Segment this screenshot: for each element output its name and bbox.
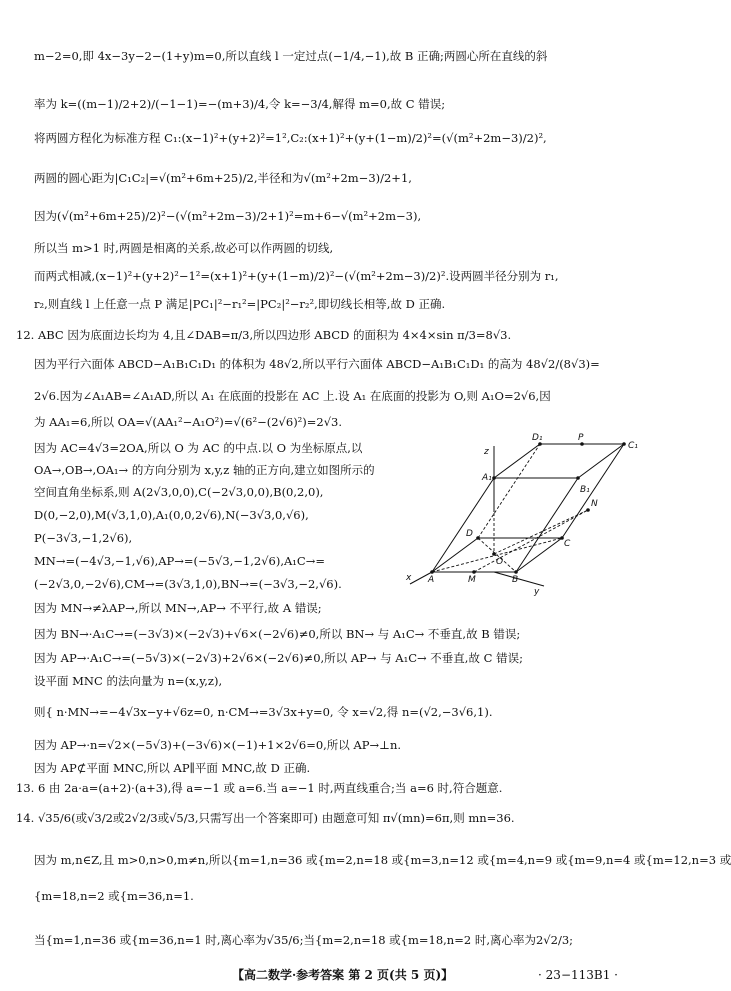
- text-line: 当{m=1,n=36 或{m=36,n=1 时,离心率为√35/6;当{m=2,n=18 或{m=18,n=2 时,离心率为2√2/3;: [34, 933, 574, 947]
- figure-label: A: [428, 575, 435, 585]
- figure-label: D₁: [532, 433, 543, 443]
- text-line: 因为(√(m²+6m+25)/2)²−(√(m²+2m−3)/2+1)²=m+6−√(m²+2m−3),: [34, 209, 422, 223]
- text-line: r₂,则直线 l 上任意一点 P 满足|PC₁|²−r₁²=|PC₂|²−r₂²,即切线长相等,故 D 正确.: [34, 297, 446, 311]
- text-line: 12. ABC 因为底面边长均为 4,且∠DAB=π/3,所以四边形 ABCD 的面积为 4×4×sin π/3=8√3.: [16, 328, 512, 342]
- text-line: 因为 BN→·A₁C→=(−3√3)×(−2√3)+√6×(−2√6)≠0,所以 BN→ 与 A₁C→ 不垂直,故 B 错误;: [34, 627, 521, 641]
- figure-label: B₁: [580, 485, 590, 495]
- text-line: 13. 6 由 2a·a=(a+2)·(a+3),得 a=−1 或 a=6.当 a=−1 时,两直线重合;当 a=6 时,符合题意.: [16, 781, 503, 795]
- text-line: 则{ n·MN→=−4√3x−y+√6z=0, n·CM→=3√3x+y=0, 令 x=√2,得 n=(√2,−3√6,1).: [34, 705, 493, 719]
- text-line: 因为 m,n∈Z,且 m>0,n>0,m≠n,所以{m=1,n=36 或{m=2,n=18 或{m=3,n=12 或{m=4,n=9 或{m=9,n=4 或{m=12,n=3 或: [34, 853, 731, 867]
- text-line: 2√6.因为∠A₁AB=∠A₁AD,所以 A₁ 在底面的投影在 AC 上.设 A₁ 在底面的投影为 O,则 A₁O=2√6,因: [34, 389, 551, 403]
- text-line: 两圆的圆心距为|C₁C₂|=√(m²+6m+25)/2,半径和为√(m²+2m−3)/2+1,: [34, 171, 412, 185]
- figure-label: N: [591, 499, 598, 509]
- text-line: 因为平行六面体 ABCD−A₁B₁C₁D₁ 的体积为 48√2,所以平行六面体 ABCD−A₁B₁C₁D₁ 的高为 48√2/(8√3)=: [34, 357, 600, 371]
- text-line: 因为 AP→·A₁C→=(−5√3)×(−2√3)+2√6×(−2√6)≠0,所以 AP→ 与 A₁C→ 不垂直,故 C 错误;: [34, 651, 523, 665]
- text-line: D(0,−2,0),M(√3,1,0),A₁(0,0,2√6),N(−3√3,0,√6),: [34, 508, 309, 522]
- figure-label: z: [484, 447, 489, 457]
- text-line: 14. √35/6(或√3/2或2√2/3或√5/3,只需写出一个答案即可) 由题意可知 π√(mn)=6π,则 mn=36.: [16, 811, 515, 825]
- text-line: 而两式相减,(x−1)²+(y+2)²−1²=(x+1)²+(y+(1−m)/2)²−(√(m²+2m−3)/2)².设两圆半径分别为 r₁,: [34, 269, 559, 283]
- text-line: MN→=(−4√3,−1,√6),AP→=(−5√3,−1,2√6),A₁C→=: [34, 554, 325, 568]
- figure-label: P: [578, 433, 584, 443]
- text-line: 因为 AP⊄平面 MNC,所以 AP∥平面 MNC,故 D 正确.: [34, 761, 311, 775]
- figure-label: D: [466, 529, 473, 539]
- text-line: (−2√3,0,−2√6),CM→=(3√3,1,0),BN→=(−3√3,−2,√6).: [34, 577, 342, 591]
- text-line: P(−3√3,−1,2√6),: [34, 531, 133, 545]
- figure-label: C₁: [628, 441, 638, 451]
- text-line: 率为 k=((m−1)/2+2)/(−1−1)=−(m+3)/4,令 k=−3/4,解得 m=0,故 C 错误;: [34, 97, 446, 111]
- page-footer: [0, 966, 652, 984]
- text-line: 为 AA₁=6,所以 OA=√(AA₁²−A₁O²)=√(6²−(2√6)²)=2√3.: [34, 415, 343, 429]
- parallelepiped-figure: [404, 433, 644, 597]
- text-line: 设平面 MNC 的法向量为 n=(x,y,z),: [34, 674, 223, 688]
- figure-label: y: [534, 587, 540, 597]
- text-line: 所以当 m>1 时,两圆是相离的关系,故必可以作两圆的切线,: [34, 241, 334, 255]
- figure-label: B: [512, 575, 519, 585]
- text-line: OA→,OB→,OA₁→ 的方向分别为 x,y,z 轴的正方向,建立如图所示的: [34, 463, 375, 477]
- footer-code: · 23−113B1 ·: [538, 968, 618, 982]
- text-line: 因为 AC=4√3=2OA,所以 O 为 AC 的中点.以 O 为坐标原点,以: [34, 441, 363, 455]
- figure-label: O: [496, 557, 504, 567]
- figure-label: M: [468, 575, 476, 585]
- text-line: 因为 MN→≠λAP→,所以 MN→,AP→ 不平行,故 A 错误;: [34, 601, 322, 615]
- figure-label: C: [564, 539, 571, 549]
- figure-label: x: [406, 573, 412, 583]
- text-line: 因为 AP→·n=√2×(−5√3)+(−3√6)×(−1)+1×2√6=0,所以 AP→⊥n.: [34, 738, 402, 752]
- footer-title: 【高二数学·参考答案 第 2 页(共 5 页)】: [232, 968, 454, 982]
- text-line: 空间直角坐标系,则 A(2√3,0,0),C(−2√3,0,0),B(0,2,0),: [34, 485, 324, 499]
- text-line: m−2=0,即 4x−3y−2−(1+y)m=0,所以直线 l 一定过点(−1/4,−1),故 B 正确;两圆心所在直线的斜: [34, 49, 548, 63]
- figure-label: A₁: [482, 473, 492, 483]
- text-line: {m=18,n=2 或{m=36,n=1.: [34, 889, 194, 903]
- text-line: 将两圆方程化为标准方程 C₁:(x−1)²+(y+2)²=1²,C₂:(x+1)²+(y+(1−m)/2)²=(√(m²+2m−3)/2)²,: [34, 131, 547, 145]
